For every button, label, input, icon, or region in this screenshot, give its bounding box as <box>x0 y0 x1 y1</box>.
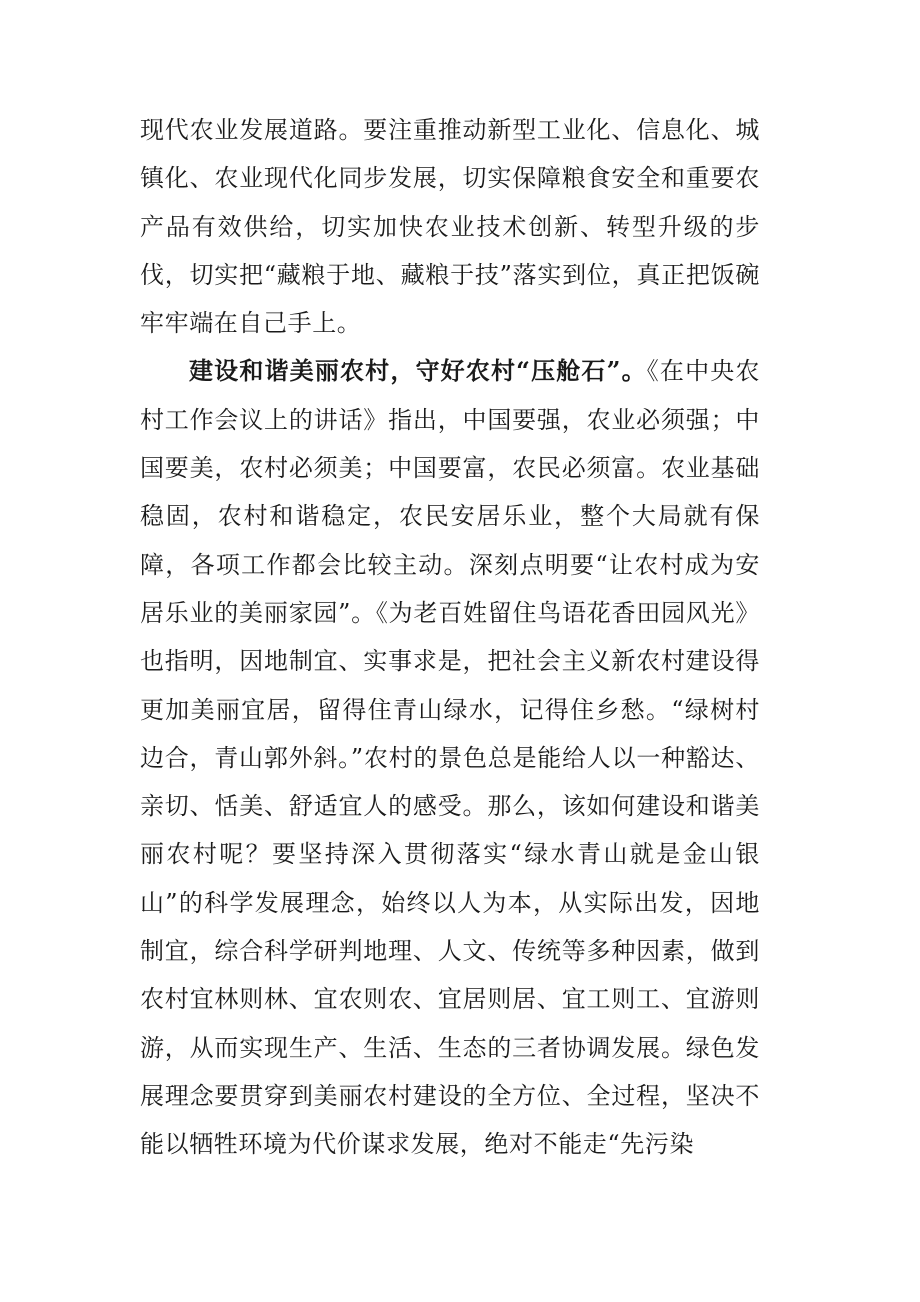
paragraph-1: 现代农业发展道路。要注重推动新型工业化、信息化、城镇化、农业现代化同步发展，切实保障粮食安全和重要农产品有效供给，切实加快农业技术创新、转型升级的步伐，切实把“藏粮于地、藏粮于技”落实到位，真正把饭碗牢牢端在自己手上。 <box>140 116 760 338</box>
document-body <box>140 106 760 1169</box>
paragraph-2-lead: 建设和谐美丽农村，守好农村“压舱石”。 <box>189 356 647 386</box>
paragraph-2-body: 《在中央农村工作会议上的讲话》指出，中国要强，农业必须强；中国要美，农村必须美；中国要富，农民必须富。农业基础稳固，农村和谐稳定，农民安居乐业，整个大局就有保障，各项工作都会比较主动。深刻点明要“让农村成为安居乐业的美丽家园”。《为老百姓留住鸟语花香田园风光》也指明，因地制宜、实事求是，把社会主义新农村建设得更加美丽宜居，留得住青山绿水，记得住乡愁。“绿树村边合，青山郭外斜。”农村的景色总是能给人以一种豁达、亲切、恬美、舒适宜人的感受。那么，该如何建设和谐美丽农村呢？要坚持深入贯彻落实“绿水青山就是金山银山”的科学发展理念，始终以人为本，从实际出发，因地制宜，综合科学研判地理、人文、传统等多种因素，做到农村宜林则林、宜农则农、宜居则居、宜工则工、宜游则游，从而实现生产、生活、生态的三者协调发展。绿色发展理念要贯穿到美丽农村建设的全方位、全过程，坚决不能以牺牲环境为代价谋求发展，绝对不能走“先污染 <box>140 357 760 1159</box>
paragraph-2 <box>140 347 760 1168</box>
